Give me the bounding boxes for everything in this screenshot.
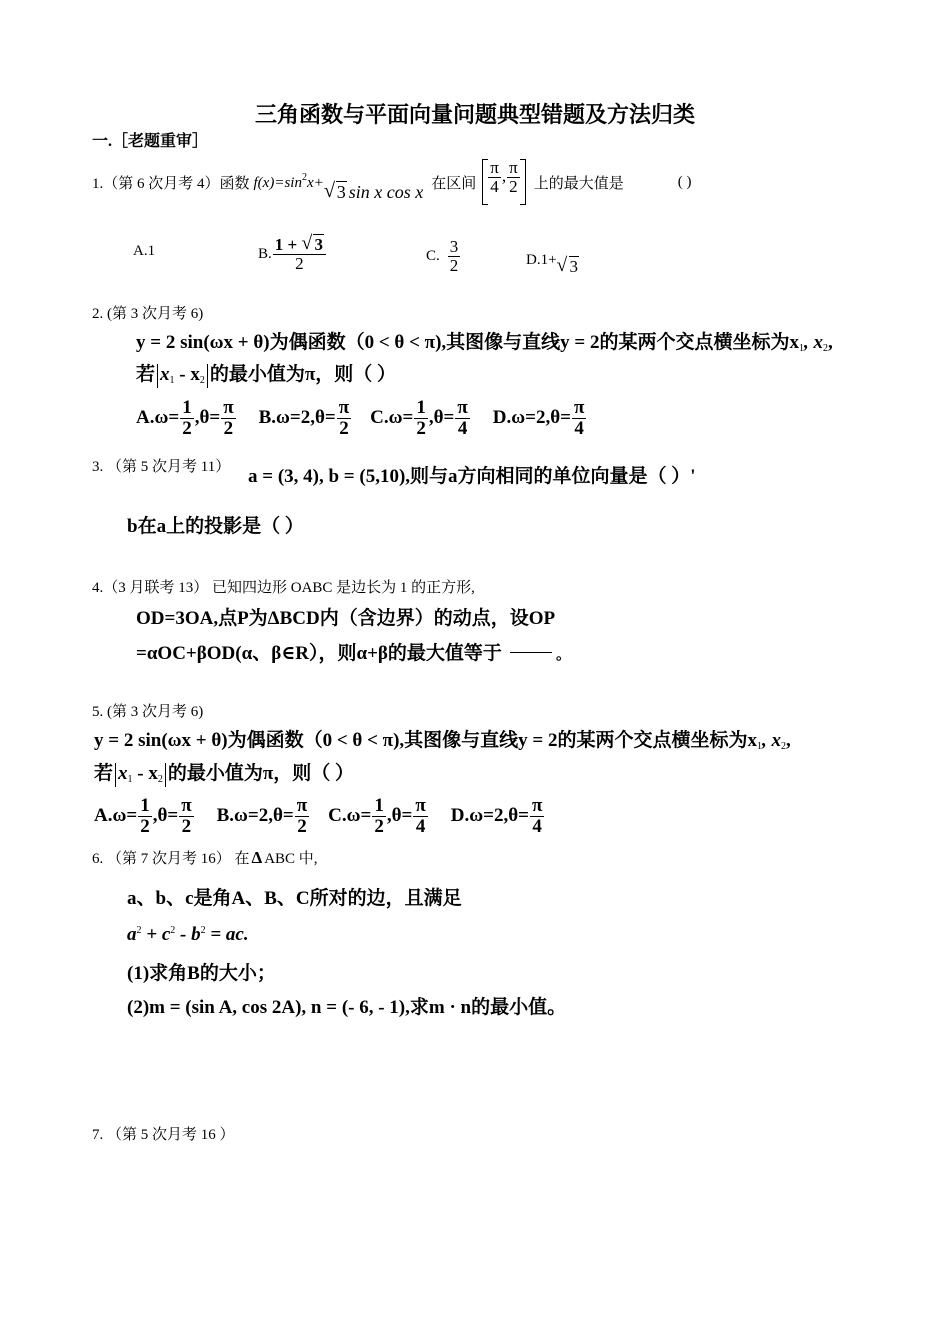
- q4-label: 4.（3 月联考 13） 已知四边形 OABC 是边长为 1 的正方形,: [92, 580, 475, 596]
- q5-label: 5. (第 3 次月考 6): [92, 704, 204, 720]
- q1-option-d: D.1+ √ 3: [526, 243, 579, 277]
- q5-option-c: C.ω= $\frac{1}{2}$ ,θ= $\frac{\pi}{4}$: [328, 795, 426, 837]
- q2-options: [136, 398, 587, 439]
- q6-line1: a、b、c是角A、B、C所对的边，且满足: [127, 888, 462, 909]
- q2-option-c: C.ω= $\frac{1}{2}$ ,θ= $\frac{\pi}{4}$: [370, 397, 468, 439]
- q1-xplus: x+: [306, 175, 324, 191]
- q1-trig: sin x cos x: [348, 181, 424, 202]
- q7-label: 7. （第 5 次月考 16 ）: [92, 1127, 235, 1143]
- q5-line2: 若 $x_1 - x_2$ 的最小值为π，则（ ）: [94, 763, 355, 785]
- q2-line2: 若 $x_1 - x_2$ 的最小值为π，则（ ）: [136, 364, 397, 386]
- q6-equation: $a^2 + c^2 - b^2$ = ac.: [127, 924, 249, 945]
- question-1: [92, 150, 691, 214]
- q5-line1: y = 2 sin(ωx + θ)为偶函数（0 < θ < π),其图像与直线y = 2的某两个交点横坐标为$x_1$, $x_2$,: [94, 730, 791, 752]
- q6-label: 6. （第 7 次月考 16） 在 Δ ABC 中,: [92, 848, 318, 867]
- q1-fx: f(x)=sin: [253, 175, 302, 191]
- q3-line1: a = (3, 4), b = (5,10),则与a方向相同的单位向量是（ ）': [248, 466, 696, 487]
- q5-option-a: A.ω= $\frac{1}{2}$ ,θ= $\frac{\pi}{2}$: [94, 795, 192, 837]
- q1-interval-text: 在区间: [431, 175, 477, 192]
- q1-sup: 2: [301, 172, 307, 183]
- q3-label: 3. （第 5 次月考 11）: [92, 459, 231, 475]
- q4-answer-blank[interactable]: [510, 652, 552, 653]
- q5-option-d: D.ω=2,θ= $\frac{\pi}{4}$: [450, 795, 543, 837]
- q3-line2: b在a上的投影是（ ）: [127, 516, 304, 537]
- q1-sqrt: √ 3: [324, 182, 347, 203]
- page-title: 三角函数与平面向量问题典型错题及方法归类: [254, 102, 695, 127]
- q2-option-b: B.ω=2,θ= $\frac{\pi}{2}$: [258, 397, 350, 439]
- q6-part2: (2)m = (sin A, cos 2A), n = (- 6, - 1),求m · n的最小值。: [127, 997, 567, 1018]
- q1-tail: 上的最大值是: [533, 175, 624, 192]
- q1-option-a: A.1: [133, 243, 156, 259]
- section-heading: 一.［老题重审］: [92, 133, 209, 150]
- q2-option-d: D.ω=2,θ= $\frac{\pi}{4}$: [492, 397, 585, 439]
- q1-option-c: C. $\frac{3}{2}$: [426, 237, 459, 275]
- q2-line1: y = 2 sin(ωx + θ)为偶函数（0 < θ < π),其图像与直线y = 2的某两个交点横坐标为$x_1$, $x_2$,: [136, 332, 833, 354]
- q2-option-a: A.ω= $\frac{1}{2}$ ,θ= $\frac{\pi}{2}$: [136, 397, 234, 439]
- q1-interval: $\frac{\pi}{4}$ , $\frac{\pi}{2}$: [482, 159, 525, 205]
- q2-label: 2. (第 3 次月考 6): [92, 306, 204, 322]
- q6-part1: (1)求角B的大小；: [127, 963, 276, 984]
- q5-option-b: B.ω=2,θ= $\frac{\pi}{2}$: [216, 795, 308, 837]
- q4-line2: =αOC+βOD(α、β∈R），则α+β的最大值等于 。: [136, 643, 571, 664]
- q1-option-b: B. $\frac{1 + √ 3}{2}$: [258, 236, 327, 273]
- q4-line1: OD=3OA,点P为ΔBCD内（含边界）的动点，设OP: [136, 608, 556, 629]
- q1-label: 1.（第 6 次月考 4）函数: [92, 175, 250, 192]
- q1-answer-paren: ( ): [677, 173, 692, 190]
- q5-options: [94, 796, 545, 837]
